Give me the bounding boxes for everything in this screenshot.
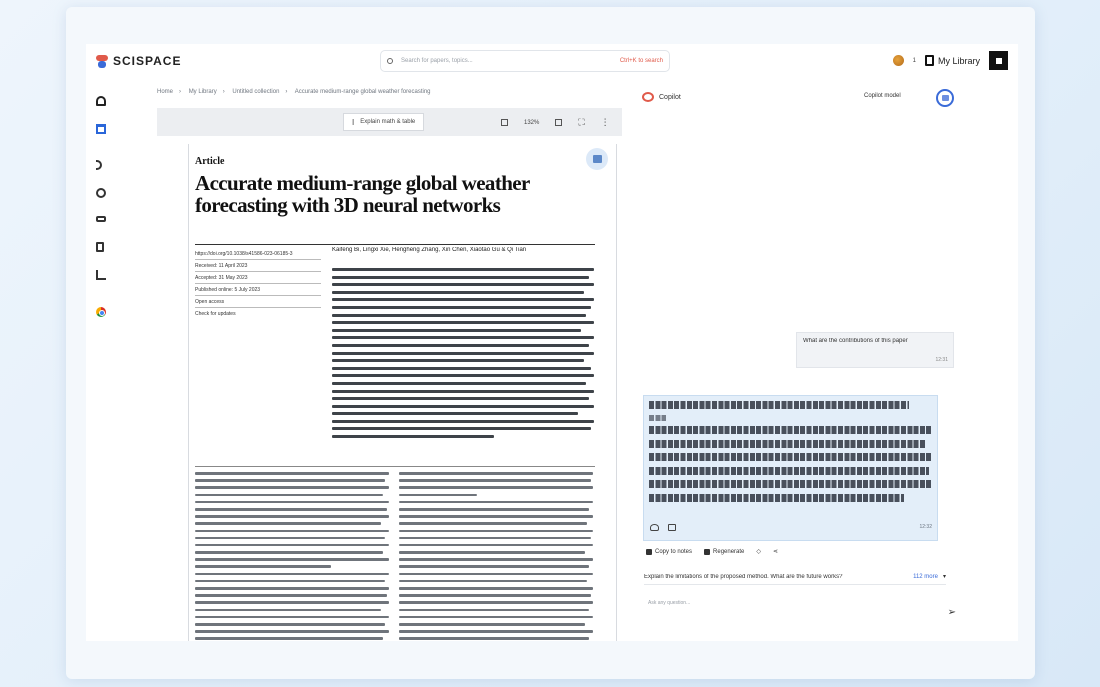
explain-math-button[interactable] — [343, 113, 424, 131]
breadcrumb-item[interactable]: My Library — [188, 89, 217, 95]
dislike-icon[interactable]: ◇ — [756, 549, 762, 555]
copy-to-notes-label: Copy to notes — [655, 548, 693, 555]
brand-name: SCISPACE — [113, 54, 182, 68]
regenerate-icon — [704, 549, 710, 555]
ai-response-footer — [650, 524, 932, 534]
paper-abstract — [332, 268, 594, 443]
regenerate-button[interactable] — [704, 549, 744, 555]
copy-to-notes-button[interactable] — [646, 549, 692, 555]
article-kicker: Article — [195, 156, 225, 167]
meta-received: Received: 11 April 2023 — [195, 260, 321, 272]
model-selector[interactable]: Copilot model — [864, 93, 901, 99]
user-message-time: 12:31 — [935, 357, 948, 363]
user-message-text: What are the contributions of this paper — [803, 338, 908, 344]
copy-icon[interactable] — [668, 524, 676, 531]
header-right — [893, 51, 1008, 70]
ai-response — [643, 395, 938, 541]
logo-icon — [96, 55, 108, 68]
new-chat-icon — [942, 95, 949, 101]
like-icon[interactable] — [650, 524, 659, 531]
chat-composer[interactable] — [644, 590, 962, 634]
more-icon[interactable]: ⋮ — [600, 117, 610, 127]
title-divider — [195, 244, 595, 245]
avatar[interactable] — [989, 51, 1008, 70]
notes-panel-toggle[interactable] — [586, 148, 608, 170]
my-library-label: My Library — [937, 55, 980, 66]
fullscreen-icon[interactable]: ⛶ — [578, 117, 585, 127]
pdf-page[interactable] — [188, 144, 617, 641]
regenerate-label: Regenerate — [713, 548, 745, 555]
search-nav-icon[interactable] — [96, 188, 106, 198]
chrome-extension-icon[interactable] — [96, 307, 106, 317]
text-cursor-icon: I — [352, 117, 355, 127]
my-library-button[interactable] — [925, 55, 980, 66]
suggested-question[interactable] — [644, 569, 946, 585]
notes-add-icon — [646, 549, 652, 555]
more-suggestions[interactable]: 112 more — [913, 573, 938, 580]
meta-accepted: Accepted: 31 May 2023 — [195, 272, 321, 284]
breadcrumb-item: Accurate medium-range global weather forecasting — [294, 89, 431, 95]
suggestion-chevron-icon[interactable]: ▾ — [942, 574, 946, 580]
page-view-icon[interactable] — [501, 119, 508, 126]
notes-icon[interactable] — [96, 242, 104, 252]
search-bar[interactable] — [380, 50, 670, 72]
chat-header — [642, 91, 1002, 105]
ai-response-time: 12:32 — [919, 524, 932, 530]
paper-meta — [195, 248, 321, 320]
meta-check-updates[interactable]: Check for updates — [195, 311, 236, 317]
credits-count: 1 — [912, 57, 916, 64]
suggested-question-text: Explain the limitations of the proposed method. What are the future works? — [644, 573, 843, 580]
library-nav-icon[interactable] — [96, 124, 106, 134]
breadcrumb: Home › My Library › Untitled collection › Accurate medium-range global weather forecasting — [157, 89, 431, 95]
search-icon — [387, 58, 393, 64]
pdf-toolbar — [157, 108, 622, 136]
user-message — [796, 332, 954, 368]
share-icon[interactable]: ⋖ — [773, 549, 779, 555]
copilot-title — [642, 92, 681, 102]
citation-icon[interactable] — [96, 160, 102, 170]
copilot-label: Copilot — [659, 93, 681, 101]
copilot-icon — [642, 92, 654, 102]
chat-input[interactable]: Ask any question... — [648, 600, 691, 606]
credits-icon[interactable] — [893, 55, 904, 66]
fit-width-icon[interactable] — [555, 119, 562, 126]
app-shell — [86, 44, 1018, 641]
body-column-right — [399, 472, 593, 645]
meta-published: Published online: 5 July 2023 — [195, 284, 321, 296]
zoom-level[interactable]: 132% — [524, 119, 540, 126]
search-input[interactable]: Search for papers, topics... — [401, 58, 473, 64]
search-shortcut: Ctrl+K to search — [619, 58, 663, 64]
body-column-left — [195, 472, 389, 645]
avatar-icon — [996, 58, 1002, 64]
notes-toggle-icon — [593, 155, 602, 163]
paper-title: Accurate medium-range global weather forecasting with 3D neural networks — [195, 171, 530, 217]
meta-doi[interactable]: https://doi.org/10.1038/s41586-023-06185-3 — [195, 248, 321, 260]
send-icon[interactable]: ➢ — [947, 607, 956, 618]
breadcrumb-item[interactable]: Home — [157, 89, 174, 95]
chat-nav-icon[interactable] — [96, 216, 106, 222]
zoom-controls — [501, 117, 610, 128]
new-chat-button[interactable] — [936, 89, 954, 107]
body-divider — [195, 466, 595, 467]
library-icon — [925, 55, 934, 66]
paper-authors: Kaifeng Bi, Lingxi Xie, Hengheng Zhang, Xin Chen, Xiaotao Gu & Qi Tian — [332, 247, 527, 253]
breadcrumb-item[interactable]: Untitled collection — [232, 89, 280, 95]
response-actions — [646, 548, 778, 555]
explain-math-label: Explain math & table — [360, 119, 416, 125]
brand-logo[interactable] — [96, 54, 181, 68]
home-icon[interactable] — [96, 96, 106, 106]
meta-open-access: Open access — [195, 296, 321, 308]
analytics-icon[interactable] — [96, 270, 106, 280]
